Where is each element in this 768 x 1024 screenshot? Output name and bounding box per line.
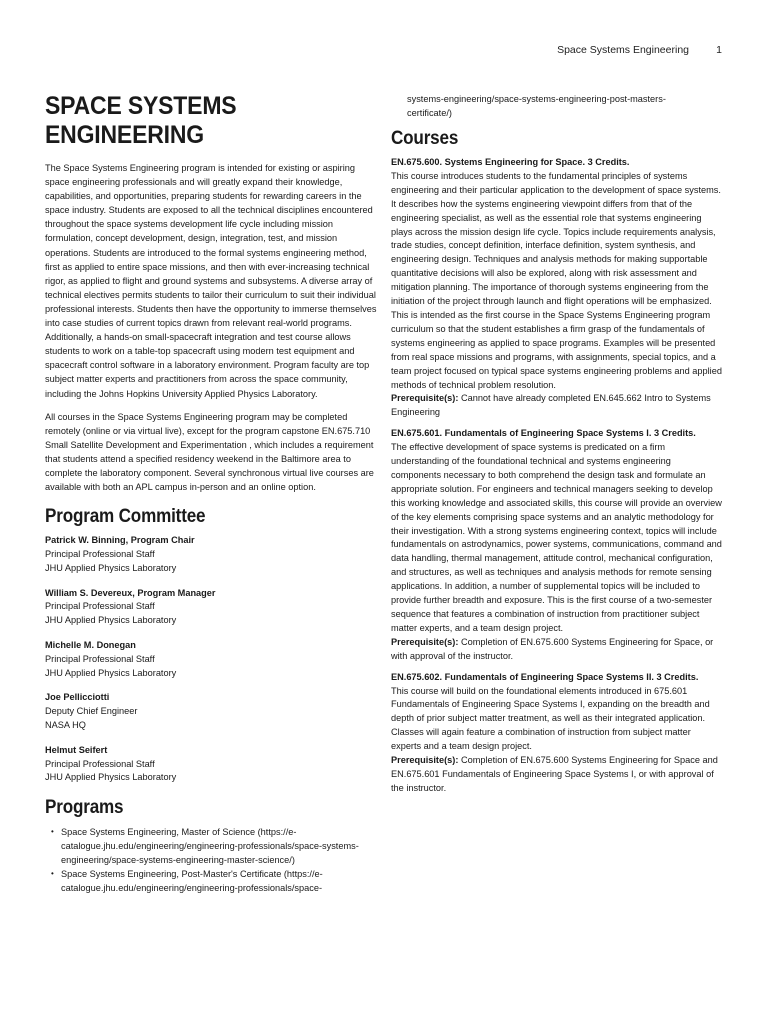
member-org: JHU Applied Physics Laboratory [45, 562, 177, 573]
member-org: NASA HQ [45, 719, 86, 730]
committee-list [45, 534, 380, 785]
member-name: Patrick W. Binning, Program Chair [45, 535, 195, 546]
left-column [45, 92, 380, 895]
programs-heading: Programs [45, 797, 124, 819]
intro-paragraph-2: All courses in the Space Systems Engineering program may be completed remotely (online or via virtual live), except for the program capstone EN.675.710 Small Satellite Development and Experimentation , which includes a requirement that students attend a specified residency weekend in the Baltimore area to complete the laboratory component. Several synchronous virtual live courses are available with both an APL campus in-person and an online option. [45, 411, 374, 493]
prerequisite-label: Prerequisite(s): [391, 636, 459, 647]
course-prerequisite [391, 754, 723, 796]
course-description: This course introduces students to the fundamental principles of systems engineering and their particular application to the development of space systems. It describes how the systems engineering viewpoint differs from that of the engineering specialist, as well as the essential role that systems engineering plays across the mission design life cycle. Topics include requirements analysis, trade studies, concept definition, interface definition, system synthesis, and engineering design. Techniques and analysis methods for making supportable quantitative decisions will also be explored, along with risk assessment and mitigation planning. The importance of thorough systems engineering from the initiation of the project through launch and flight operations will be emphasized. This is intended as the first course in the Space Systems Engineering program curriculum so that the student establishes a firm grasp of the fundamentals of systems engineering as applied to space programs. Examples will be presented from real space missions and programs, with assignments, special topics, and a team project focused on typical space systems engineering problems and applied methods of technical problem resolution. [391, 170, 722, 390]
running-header-title: Space Systems Engineering [557, 44, 689, 56]
page-title-line-2: ENGINEERING [45, 121, 205, 149]
member-role: Principal Professional Staff [45, 548, 155, 559]
page-header [0, 44, 768, 58]
program-link-certificate[interactable] [51, 867, 380, 895]
committee-member [45, 639, 380, 680]
prerequisite-text: Completion of EN.675.600 Systems Engineering for Space, or with approval of the instructor. [391, 636, 714, 661]
page-title-line-1: SPACE SYSTEMS [45, 92, 237, 120]
member-name: Helmut Seifert [45, 744, 108, 755]
member-org: JHU Applied Physics Laboratory [45, 772, 177, 783]
course-description: The effective development of space systems is predicated on a firm understanding of the foundational technical and systems engineering components necessary to both comprehend the design task and formulate an appropriate solution. For engineers and technical managers seeking to develop this working knowledge and associated skills, this course will provide an overview of the key elements comprising space systems and an analytic methodology for their investigation. With a strong systems engineering context, topics will include fundamentals on astrodynamics, power systems, communications, command and data handling, thermal management, attitude control, mechanical configuration, and structures, as well as techniques and analysis methods for remote sensing applications. In addition, a number of supplemental topics will be included to provide further breadth and exposure. This is the first course of a two-semester sequence that features a combination of instruction from practitioner subject matter experts, and a team design project. [391, 442, 722, 633]
course-entry [391, 427, 723, 663]
course-description: This course will build on the foundational elements introduced in 675.601 Fundamentals of Engineering Space Systems I, expanding on the breadth and depth of prior subject matter treatment, as well as their integrated application. Classes will again feature a combination of instruction from subject matter experts and a team design project. [391, 685, 710, 752]
member-role: Principal Professional Staff [45, 758, 155, 769]
course-entry [391, 671, 723, 796]
committee-member [45, 587, 380, 628]
url-continuation-line-1[interactable]: systems-engineering/space-systems-engineering-post-masters- [407, 94, 666, 104]
member-name: Joe Pellicciotti [45, 692, 110, 703]
page-number: 1 [716, 44, 722, 56]
programs-list [45, 825, 380, 895]
course-prerequisite [391, 392, 723, 420]
member-org: JHU Applied Physics Laboratory [45, 667, 177, 678]
committee-member [45, 744, 380, 785]
member-name: William S. Devereux, Program Manager [45, 587, 216, 598]
bullet-icon: • [51, 869, 54, 879]
program-link-continuation[interactable] [391, 92, 723, 120]
prerequisite-text: Completion of EN.675.600 Systems Engineering for Space and EN.675.601 Fundamentals of Engineering Space Systems I, or with approval of the instructor. [391, 755, 718, 793]
program-link-ms[interactable] [51, 825, 380, 867]
prerequisite-text: Cannot have already completed EN.645.662 Intro to Systems Engineering [391, 393, 711, 418]
committee-member [45, 534, 380, 575]
course-entry [391, 156, 723, 420]
program-link-text[interactable]: Space Systems Engineering, Master of Science (https://e-catalogue.jhu.edu/engineering/engineering-professionals/space-systems-engineering/space-systems-engineering-master-science/) [61, 827, 359, 866]
member-role: Deputy Chief Engineer [45, 706, 138, 717]
course-title: EN.675.601. Fundamentals of Engineering Space Systems I. 3 Credits. [391, 428, 696, 439]
committee-member [45, 691, 380, 732]
bullet-icon: • [51, 827, 54, 837]
member-role: Principal Professional Staff [45, 601, 155, 612]
course-title: EN.675.602. Fundamentals of Engineering Space Systems II. 3 Credits. [391, 671, 699, 682]
intro-paragraph-1: The Space Systems Engineering program is intended for existing or aspiring space engineering professionals and will greatly expand their knowledge, capabilities, and opportunities, preparing students for rewarding careers in the space industry. Students are exposed to all the technical disciplines encountered throughout the space systems development life cycle including mission formulation, concept development, design, integration, test, and mission operations. Students are introduced to the formal systems engineering method, first as applied to entire space missions, and then with ever-increasing technical rigor, as applied to flight and ground systems and subsystems. A diverse array of technical electives permits students to tailor their curriculum to suit their individual professional interests. Students then have the opportunity to immerse themselves into case studies of current topics drawn from relevant real-world programs. Additionally, a hands-on small-spacecraft integration and test course allows students to work on a table-top spacecraft using modern test equipment and spacecraft control software in a laboratory environment. Program faculty are top subject matter experts and practitioners from across the space community, including the Johns Hopkins University Applied Physics Laboratory. [45, 163, 377, 399]
courses-heading: Courses [391, 128, 459, 149]
program-link-text[interactable]: Space Systems Engineering, Post-Master's Certificate (https://e-catalogue.jhu.edu/engineering/engineering-professionals/space- [61, 869, 323, 894]
course-title: EN.675.600. Systems Engineering for Space. 3 Credits. [391, 157, 630, 167]
prerequisite-label: Prerequisite(s): [391, 393, 459, 404]
course-prerequisite [391, 636, 723, 664]
program-committee-heading: Program Committee [45, 506, 206, 528]
prerequisite-label: Prerequisite(s): [391, 755, 459, 766]
page-title [45, 92, 353, 150]
url-continuation-line-2[interactable]: certificate/) [407, 108, 452, 118]
member-role: Principal Professional Staff [45, 653, 155, 664]
member-name: Michelle M. Donegan [45, 639, 136, 650]
member-org: JHU Applied Physics Laboratory [45, 615, 177, 626]
right-column [391, 92, 723, 803]
